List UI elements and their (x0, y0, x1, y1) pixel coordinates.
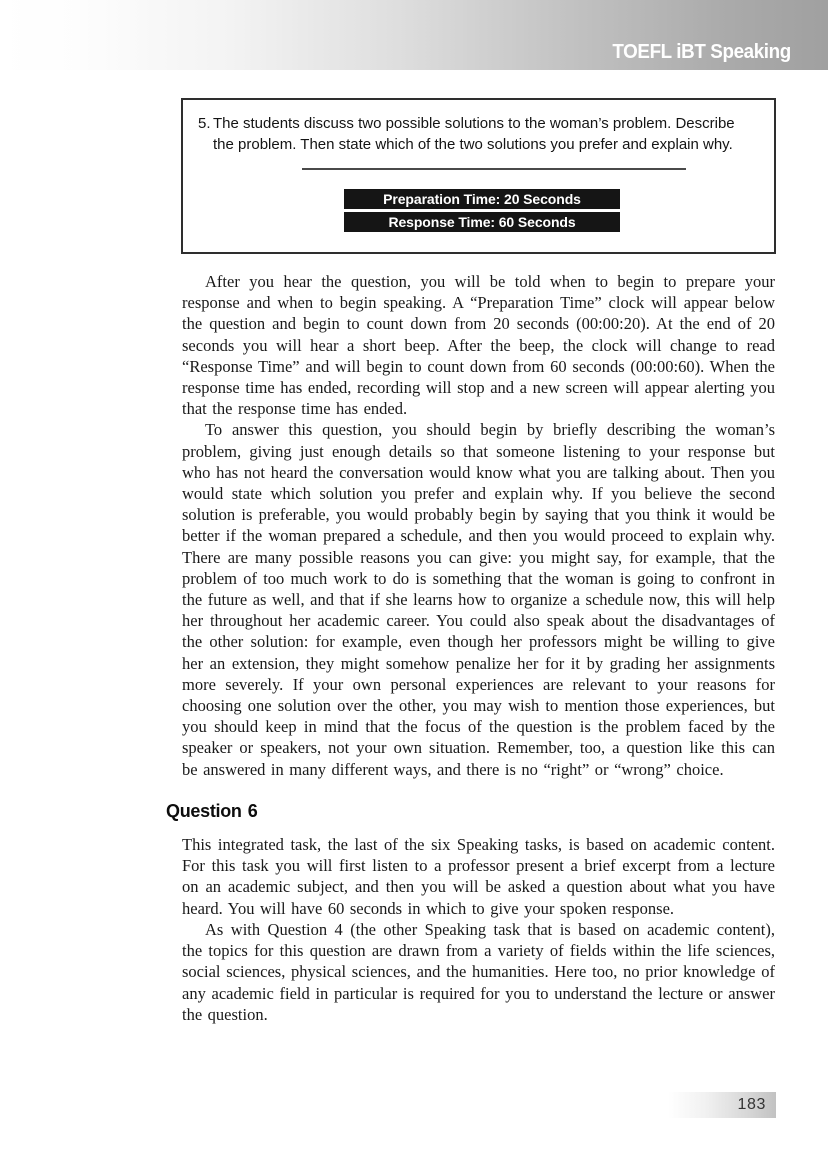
question-text: The students discuss two possible solutions to the woman’s problem. Describe the problem. Then state which of the two solutions you prefer and explain why. (213, 115, 735, 153)
section-paragraph-1: This integrated task, the last of the six Speaking tasks, is based on academic content. For this task you will first listen to a professor present a brief excerpt from a lecture on an academic subject, and then you will be asked a question about what you have heard. You will have 60 seconds in which to give your spoken response. (182, 835, 775, 918)
body-text (166, 271, 775, 1025)
page-header-title: TOEFL iBT Speaking (612, 41, 791, 63)
preparation-time-bar: Preparation Time: 20 Seconds (344, 189, 620, 209)
page-number: 183 (737, 1096, 766, 1113)
page-header (0, 0, 828, 70)
body-paragraph-2: To answer this question, you should begin by briefly describing the woman’s problem, giving just enough details so that someone listening to your response but who has not heard the conversation would know what you are talking about. Then you would state which solution you prefer and explain why. If you believe the second solution is preferable, you would probably begin by saying that you think it would be better if the woman prepared a schedule, and then you would proceed to explain why. There are many possible reasons you can give: you might say, for example, that the problem of too much work to do is something that the woman is going to confront in the future as well, and that if she learns how to organize a schedule now, this will help her throughout her academic career. You could also speak about the disadvantages of the other solution: for example, even though her professors might be willing to give her an extension, they might somehow penalize her for it by grading her assignments more severely. If your own personal experiences are relevant to your reasons for choosing one solution over the other, you may wish to mention those experiences, but you should keep in mind that the focus of the question is the problem faced by the speaker or speakers, not your own situation. Remember, too, a question like this can be answered in many different ways, and there is no “right” or “wrong” choice. (182, 420, 775, 779)
response-time-bar: Response Time: 60 Seconds (344, 212, 620, 232)
body-paragraph-1: After you hear the question, you will be told when to begin to prepare your response and when to begin speaking. A “Preparation Time” clock will appear below the question and begin to count down from 20 seconds (00:00:20). At the end of 20 seconds you will hear a short beep. After the beep, the clock will change to read “Response Time” and will begin to count down from 60 seconds (00:00:60). When the response time has ended, recording will stop and a new screen will appear alerting you that the response time has ended. (182, 272, 775, 419)
divider-line (302, 168, 686, 170)
question-number: 5. (198, 115, 211, 132)
question-text-row (198, 113, 758, 155)
question-box (181, 98, 776, 254)
page-number-bar (668, 1092, 776, 1118)
section-paragraph-2: As with Question 4 (the other Speaking task that is based on academic content), the topics for this question are drawn from a variety of fields within the life sciences, social sciences, physical sciences, and the humanities. Here too, no prior knowledge of any academic field in particular is required for you to understand the lecture or answer the question. (182, 919, 775, 1024)
section-heading-question-6: Question 6 (166, 800, 258, 821)
